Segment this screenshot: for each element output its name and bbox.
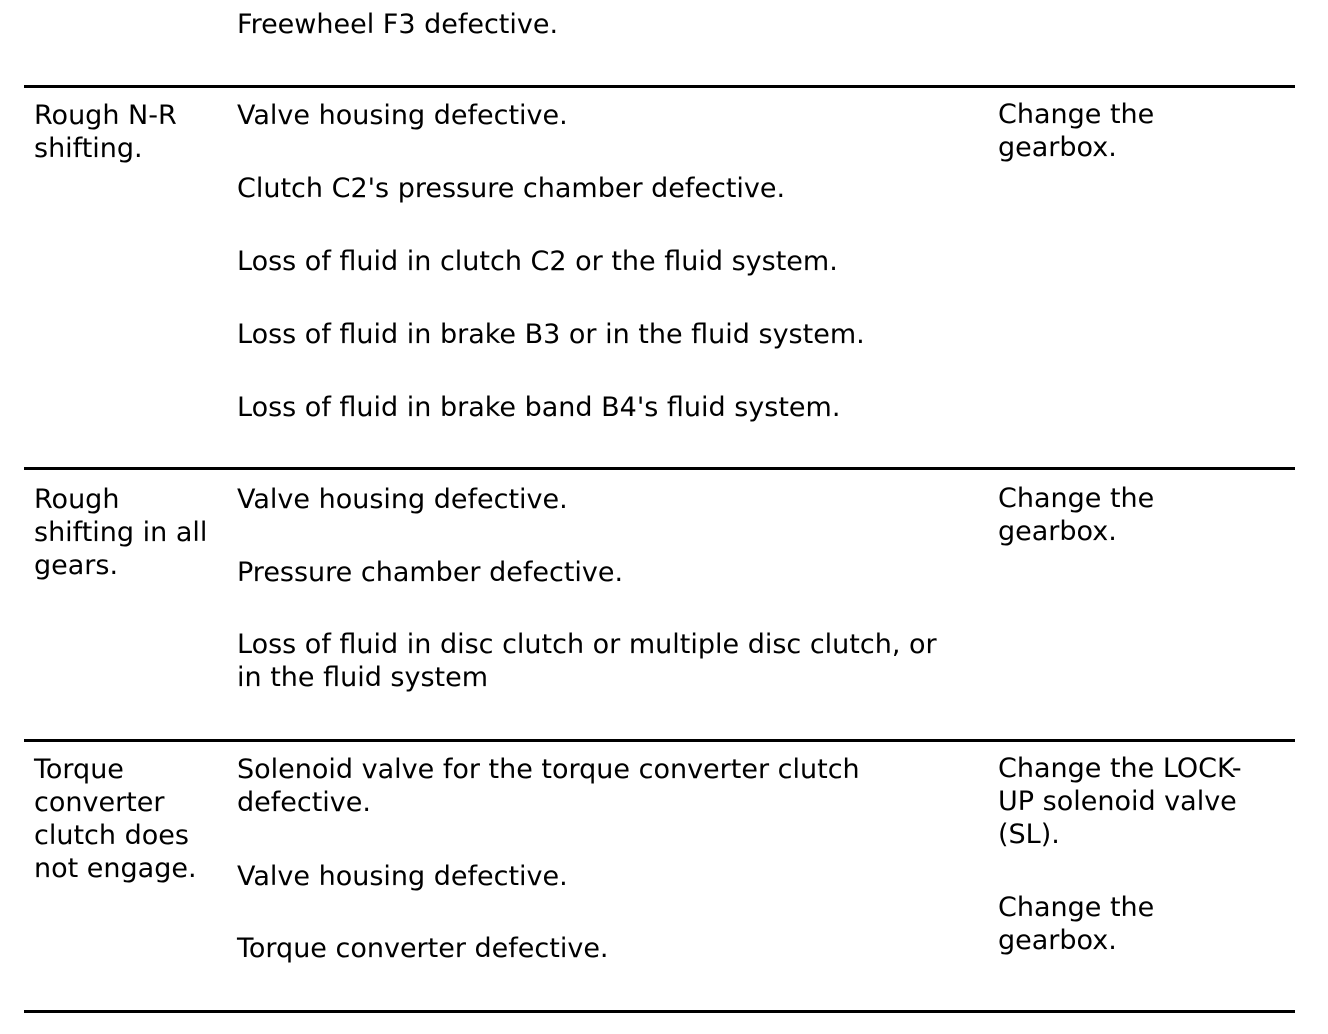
- cause-text: Clutch C2's pressure chamber defective.: [237, 173, 786, 204]
- cause-text: Loss of fluid in clutch C2 or the fluid system.: [237, 246, 838, 277]
- action-text: Change the gearbox.: [998, 99, 1155, 163]
- cause-text: Torque converter defective.: [237, 933, 609, 964]
- action-text: Change the gearbox.: [998, 892, 1155, 956]
- symptom-text: Rough shifting in all gears.: [34, 484, 208, 581]
- cause-text: Valve housing defective.: [237, 100, 568, 131]
- cause-text: Freewheel F3 defective.: [237, 9, 559, 40]
- cause-text: Loss of fluid in disc clutch or multiple disc clutch, or in the fluid system: [237, 629, 937, 693]
- cause-text: Loss of fluid in brake B3 or in the fluid system.: [237, 319, 865, 350]
- row-divider: [24, 739, 1295, 742]
- cause-text: Loss of fluid in brake band B4's fluid system.: [237, 392, 841, 423]
- row-divider: [24, 467, 1295, 470]
- action-text: Change the gearbox.: [998, 483, 1155, 547]
- cause-text: Pressure chamber defective.: [237, 557, 624, 588]
- cause-text: Valve housing defective.: [237, 484, 568, 515]
- row-divider: [24, 85, 1295, 88]
- row-divider: [24, 1010, 1295, 1013]
- cause-text: Valve housing defective.: [237, 861, 568, 892]
- symptom-text: Rough N-R shifting.: [34, 100, 177, 164]
- action-text: Change the LOCK- UP solenoid valve (SL).: [998, 753, 1242, 850]
- symptom-text: Torque converter clutch does not engage.: [34, 754, 197, 884]
- cause-text: Solenoid valve for the torque converter clutch defective.: [237, 754, 860, 818]
